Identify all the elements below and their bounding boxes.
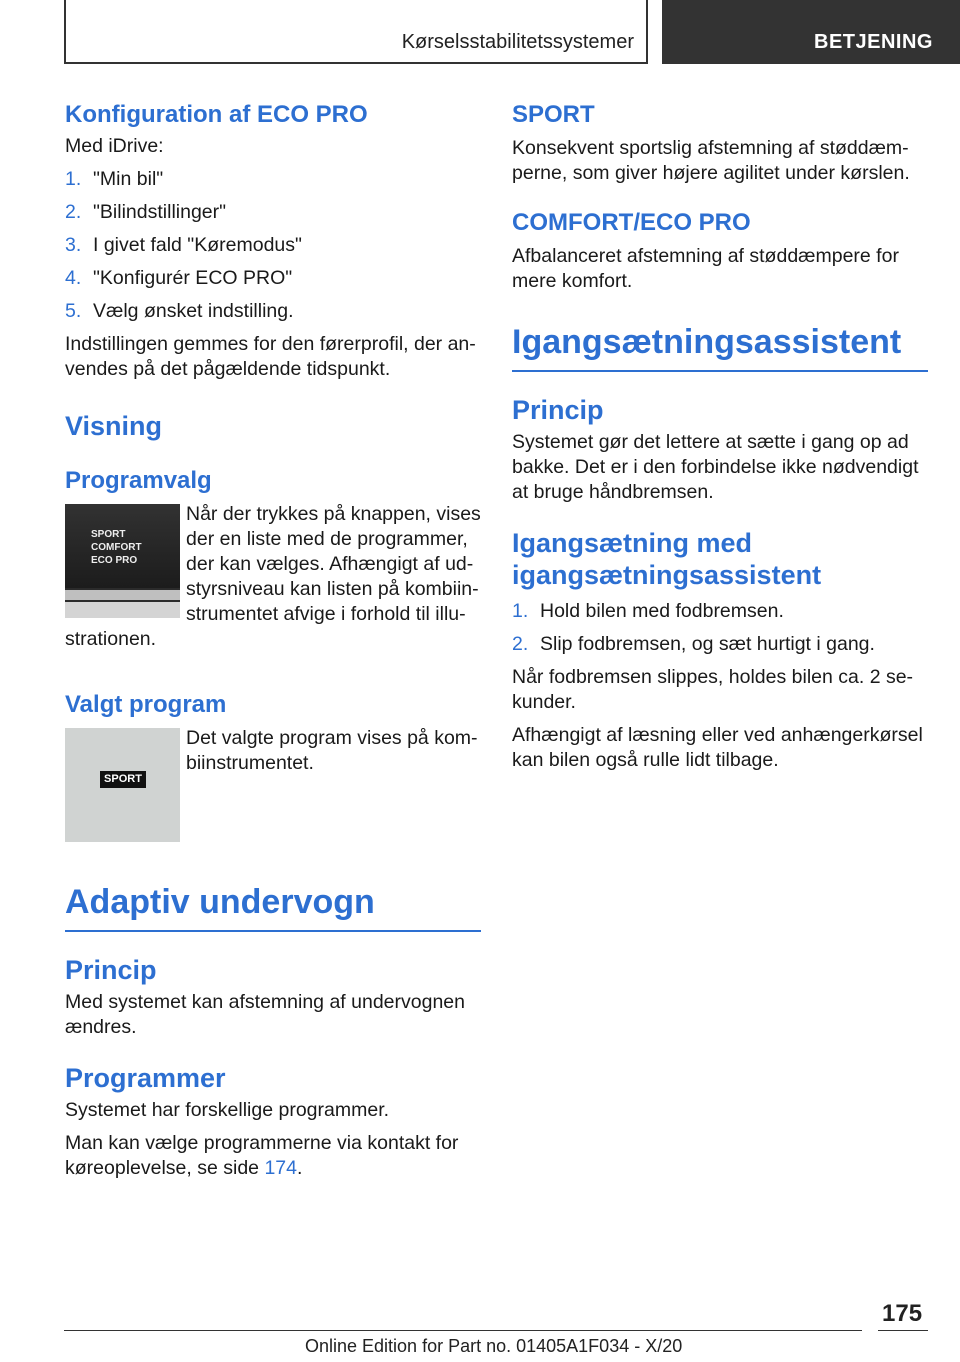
programvalg-text: Når der trykkes på knappen, vises der en liste med de programmer, der kan vælges. Afhængigt af ud-styrsniveau kan listen på kombiin-strumentet afvige i forhold til illu-strationen.: [65, 503, 481, 650]
comfort-text: Afbalanceret afstemning af støddæmpere for mere komfort.: [512, 245, 899, 292]
list-item: 3. I givet fald "Køremodus": [65, 234, 302, 256]
sport-heading: SPORT: [512, 101, 595, 128]
princip-text-right: Systemet gør det lettere at sætte i gang op ad bakke. Det er i den forbindelse ikke nødvendigt at bruge håndbremsen.: [512, 431, 919, 503]
page-number: 175: [882, 1300, 923, 1327]
list-item: 2. "Bilindstillinger": [65, 201, 227, 223]
programmer-heading: Programmer: [65, 1063, 226, 1093]
princip-heading-right: Princip: [512, 395, 604, 425]
left-column: [65, 100, 481, 1181]
list-item: 1. Hold bilen med fodbremsen.: [512, 600, 784, 622]
list-item: 5. Vælg ønsket indstilling.: [65, 300, 294, 322]
comfort-heading: COMFORT/ECO PRO: [512, 209, 751, 236]
programmer-reference: Man kan vælge programmerne via kontakt for køreoplevelse, se side 174.: [65, 1132, 459, 1179]
footer-divider: [64, 1330, 862, 1331]
footer-edition: Online Edition for Part no. 01405A1F034 - X/20: [305, 1336, 683, 1356]
sport-text: Konsekvent sportslig afstemning af støddæm-perne, som giver højere agilitet under kørslen.: [512, 137, 910, 184]
valgt-program-heading: Valgt program: [65, 691, 227, 718]
footer-divider-short: [878, 1330, 928, 1331]
igangsaetningsassistent-heading: Igangsætningsassistent: [512, 322, 928, 372]
programvalg-image: SPORT COMFORT ECO PRO: [65, 504, 180, 618]
list-item: 2. Slip fodbremsen, og sæt hurtigt i gang.: [512, 633, 875, 655]
princip-heading-left: Princip: [65, 955, 157, 985]
programvalg-heading: Programvalg: [65, 467, 212, 494]
eco-config-intro: Med iDrive:: [65, 135, 164, 157]
header-section-title: Kørselsstabilitetssystemer: [401, 31, 634, 53]
programmer-text: Systemet har forskellige programmer.: [65, 1099, 390, 1121]
valgt-program-image: SPORT: [65, 728, 180, 842]
list-item: 1. "Min bil": [65, 168, 164, 190]
eco-config-heading: Konfiguration af ECO PRO: [65, 101, 368, 128]
visning-heading: Visning: [65, 411, 163, 441]
header-section-box: [64, 0, 648, 64]
list-item: 4. "Konfigurér ECO PRO": [65, 267, 293, 289]
igangsaetning-med-heading: Igangsætning med igangsætningsassistent: [512, 528, 822, 590]
header-chapter-tab[interactable]: [662, 0, 960, 64]
igangsaetning-note-1: Når fodbremsen slippes, holdes bilen ca. 2 se-kunder.: [512, 666, 914, 713]
valgt-program-text: Det valgte program vises på kom-biinstrumentet.: [186, 727, 478, 774]
igangsaetning-steps: [512, 599, 928, 657]
eco-config-steps: [65, 167, 481, 324]
princip-text-left: Med systemet kan afstemning af undervognen ændres.: [65, 991, 465, 1038]
right-column: [512, 100, 928, 773]
eco-config-note: Indstillingen gemmes for den førerprofil, der an-vendes på det pågældende tidspunkt.: [65, 333, 476, 380]
header-chapter-label: BETJENING: [814, 31, 933, 53]
page-link[interactable]: 174: [264, 1157, 297, 1179]
igangsaetning-note-2: Afhængigt af læsning eller ved anhængerkørsel kan bilen også rulle lidt tilbage.: [512, 724, 923, 771]
adaptiv-undervogn-heading: Adaptiv undervogn: [65, 882, 481, 932]
